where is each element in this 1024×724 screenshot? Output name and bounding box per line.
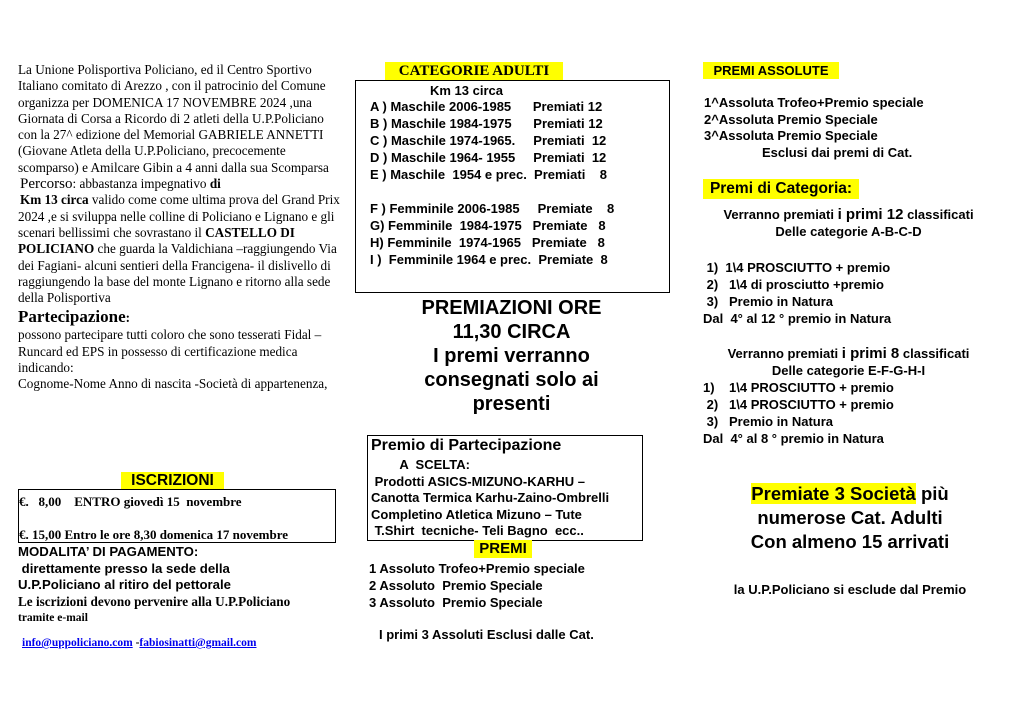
group2-text-a: Verranno premiati [727,346,842,361]
escluso-note: la U.P.Policiano si esclude dal Premio [733,582,967,597]
categoria-item: H) Femminile 1974-1965 Premiate 8 [370,235,605,250]
group1-item: 3) Premio in Natura [703,294,834,309]
group1-text-a: Verranno premiati [723,207,838,222]
premio-partecipazione-line: A SCELTA: [371,457,470,472]
premi-note: I primi 3 Assoluti Esclusi dalle Cat. [379,627,594,642]
group1-item: 2) 1\4 di prosciutto +premio [703,277,884,292]
premi-list [369,560,585,611]
categoria-item: B ) Maschile 1984-1975 Premiati 12 [370,116,603,131]
premio-partecipazione-line: Completino Atletica Mizuno – Tute [371,506,582,522]
premiazioni-line: I premi verranno [433,345,590,367]
categoria-item: G) Femminile 1984-1975 Premiate 8 [370,218,606,233]
group1-list [703,259,891,327]
email-link-fabio[interactable]: fabiosinatti@gmail.com [139,637,257,649]
email-separator: - [132,637,140,649]
iscrizioni-line-1: €. 8,00 ENTRO giovedì 15 novembre [19,494,242,509]
modalita-line-3: Le iscrizioni devono pervenire alla U.P.Policiano [18,593,291,609]
societa-line-2: numerose Cat. Adulti [757,507,943,528]
premio-assoluto: 1 Assoluto Trofeo+Premio speciale [369,561,585,576]
email-link-info[interactable]: info@uppoliciano.com [22,637,133,649]
percorso-label: Percorso [20,176,73,193]
percorso-text-c: che guarda la Valdichiana –raggiungendo Via dei Fagiani- alcuni sentieri della Francigena- il dislivello di raggiungendo la base del monte Lignano e ritorno alla sede della Polisportiva [18,241,337,306]
premiazioni-line: PREMIAZIONI ORE [421,297,602,319]
societa-text: più [915,483,949,504]
assolute-note: Esclusi dai premi di Cat. [762,145,913,160]
column-info [18,62,340,393]
partecipazione-heading [18,307,340,327]
categorie-km: Km 13 circa [430,83,503,98]
premi-categoria-title: Premi di Categoria: [703,179,859,199]
intro-text: La Unione Polisportiva Policiano, ed il Centro Sportivo Italiano comitato di Arezzo , con il patrocinio del Comune organizza per DOMENICA 17 NOVEMBRE 2024 ,una Giornata di Corsa a Ricordo di 2 atleti della U.P.Policiano con la 27^ edizione del Memorial GABRIELE ANNETTI (Giovane Atleta della U.P.Policiano, precocemente scomparso) e Amilcare Gibin a 4 anni dalla sua Scomparsa [18,62,329,175]
group1-item: 1) 1\4 PROSCIUTTO + premio [703,260,891,275]
modalita-line-2: U.P.Policiano al ritiro del pettorale [18,577,232,592]
group2-item: Dal 4° al 8 ° premio in Natura [703,431,884,446]
categorie-box [355,80,670,293]
societa-block [690,482,1010,554]
categoria-item: F ) Femminile 2006-1985 Premiate 8 [370,201,615,216]
percorso-castello: CASTELLO DI POLICIANO [18,224,295,257]
modalita-pagamento [18,544,348,627]
group1-text-b: i primi 12 [837,206,904,223]
premiazioni-line: presenti [472,393,551,415]
categoria-item: C ) Maschile 1974-1965. Premiati 12 [370,133,607,148]
premiazioni-line: 11,30 CIRCA [452,321,571,343]
premio-partecipazione-line: Prodotti ASICS-MIZUNO-KARHU – [371,473,586,489]
group2-text-c: classificati [899,346,970,361]
premio-assoluto: 2 Assoluto Premio Speciale [369,578,543,593]
premio-assoluta: 1^Assoluta Trofeo+Premio speciale [704,95,924,110]
premi-assolute-title: PREMI ASSOLUTE [703,62,839,79]
group2-item: 3) Premio in Natura [703,414,834,429]
premio-partecipazione-list [371,457,609,540]
group2-categories: Delle categorie E-F-G-H-I [771,363,926,378]
societa-line-3: Con almeno 15 arrivati [750,531,950,552]
categoria-item: E ) Maschile 1954 e prec. Premiati 8 [370,167,608,182]
percorso-text-a: : abbastanza impegnativo [72,176,210,192]
premiazioni-line: consegnati solo ai [424,369,599,391]
premio-assoluta: 3^Assoluta Premio Speciale [704,128,878,143]
group2-item: 1) 1\4 PROSCIUTTO + premio [703,380,894,395]
premi-title: PREMI [474,540,532,558]
premi-assolute-list [704,95,924,145]
modalita-line-1: direttamente presso la sede della [18,560,230,576]
partecipazione-fields: Cognome-Nome Anno di nascita -Società di appartenenza, [18,376,328,392]
iscrizioni-box [18,489,336,543]
categoria-item: I ) Femminile 1964 e prec. Premiate 8 [370,252,608,267]
partecipazione-text: possono partecipare tutti coloro che sono tesserati Fidal –Runcard ed EPS in possesso di certificazione medica indicando: [18,327,322,376]
societa-highlight: Premiate 3 Società [751,483,916,504]
group1-text-c: classificati [903,207,974,222]
group1-categories: Delle categorie A-B-C-D [775,224,922,239]
percorso-di: di [209,176,221,192]
categoria-item: A ) Maschile 2006-1985 Premiati 12 [370,99,603,114]
partecipazione-colon: : [125,310,131,326]
group1-item: Dal 4° al 12 ° premio in Natura [703,311,892,326]
premio-assoluto: 3 Assoluto Premio Speciale [369,595,543,610]
modalita-line-4: tramite e-mail [18,612,88,624]
premio-assoluta: 2^Assoluta Premio Speciale [704,111,878,127]
group2-text-b: i primi 8 [841,345,900,362]
group2-list [703,379,894,447]
partecipazione-label: Partecipazione [18,307,126,327]
group2-item: 2) 1\4 PROSCIUTTO + premio [703,397,894,412]
categoria-item: D ) Maschile 1964- 1955 Premiati 12 [370,150,607,165]
premio-partecipazione-line: T.Shirt tecniche- Teli Bagno ecc.. [371,523,584,538]
percorso-paragraph [18,176,340,306]
iscrizioni-title: ISCRIZIONI [121,472,224,490]
group1-header [703,206,994,240]
premio-partecipazione-box [367,435,643,541]
premiazioni-block [355,296,668,416]
email-line [22,637,257,649]
categorie-title: CATEGORIE ADULTI [385,62,563,80]
categorie-list [370,98,614,268]
modalita-title: MODALITA’ DI PAGAMENTO: [18,544,199,559]
percorso-text-b: valido come come ultima prova del Grand Prix 2024 ,e si sviluppa nelle colline di Policiano e Lignano e gli scenari bellissimi che sovrastano il [18,192,340,240]
iscrizioni-line-2: €. 15,00 Entro le ore 8,30 domenica 17 novembre [19,527,289,542]
premio-partecipazione-line: Canotta Termica Karhu-Zaino-Ombrelli [371,490,610,505]
group2-header [703,345,994,379]
premio-partecipazione-title: Premio di Partecipazione [371,437,562,454]
percorso-km: Km 13 circa [20,192,89,208]
categoria-spacer [370,183,614,200]
